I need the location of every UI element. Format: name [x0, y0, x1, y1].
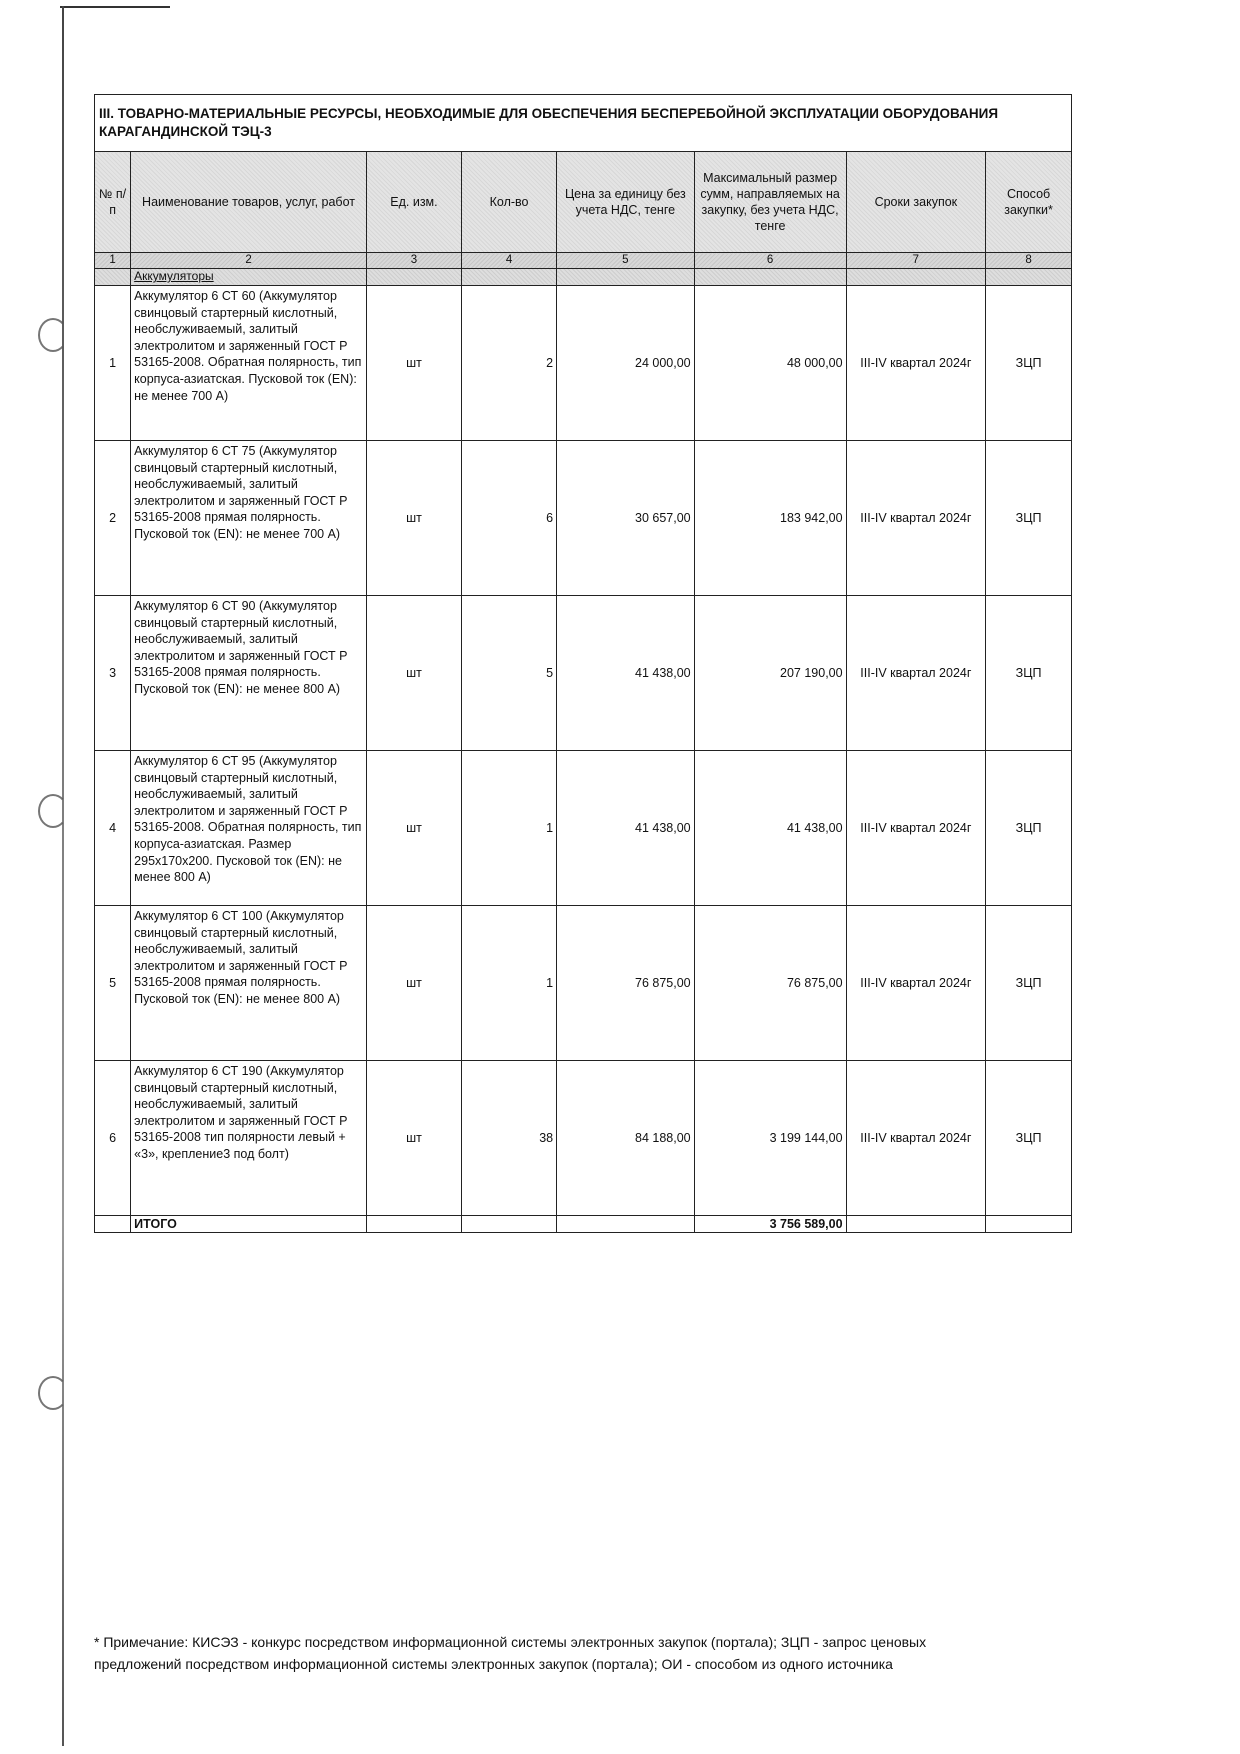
section-title-row [95, 95, 1072, 152]
row-num: 1 [95, 285, 131, 440]
column-number: 3 [366, 253, 461, 269]
scan-border-left [62, 6, 64, 1746]
row-total: 207 190,00 [694, 595, 846, 750]
row-unit: шт [366, 440, 461, 595]
table-row [95, 750, 1072, 905]
row-unit: шт [366, 1060, 461, 1215]
row-num: 4 [95, 750, 131, 905]
row-qty: 5 [462, 595, 557, 750]
row-num: 2 [95, 440, 131, 595]
row-price: 84 188,00 [557, 1060, 695, 1215]
row-name: Аккумулятор 6 СТ 90 (Аккумулятор свинцовый стартерный кислотный, необслуживаемый, залитый электролитом и заряженный ГОСТ Р 53165-2008 прямая полярность. Пусковой ток (EN): не менее 800 А) [131, 595, 367, 750]
row-qty: 38 [462, 1060, 557, 1215]
punch-hole-mark [38, 794, 68, 828]
header-num: № п/п [95, 152, 131, 253]
row-method: ЗЦП [986, 1060, 1072, 1215]
row-unit: шт [366, 750, 461, 905]
row-method: ЗЦП [986, 440, 1072, 595]
header-name: Наименование товаров, услуг, работ [131, 152, 367, 253]
row-qty: 1 [462, 750, 557, 905]
column-number: 1 [95, 253, 131, 269]
punch-hole-mark [38, 318, 68, 352]
row-num: 3 [95, 595, 131, 750]
footnote-line: * Примечание: КИСЭЗ - конкурс посредством информационной системы электронных закупок (портала); ЗЦП - запрос ценовых [94, 1634, 927, 1650]
row-name: Аккумулятор 6 СТ 75 (Аккумулятор свинцовый стартерный кислотный, необслуживаемый, залитый электролитом и заряженный ГОСТ Р 53165-2008 прямая полярность. Пусковой ток (EN): не менее 700 А) [131, 440, 367, 595]
row-period: III-IV квартал 2024г [846, 595, 986, 750]
row-total: 76 875,00 [694, 905, 846, 1060]
row-qty: 1 [462, 905, 557, 1060]
group-label: Аккумуляторы [131, 268, 367, 285]
table-header-row [95, 152, 1072, 253]
table-row [95, 905, 1072, 1060]
row-unit: шт [366, 285, 461, 440]
row-period: III-IV квартал 2024г [846, 1060, 986, 1215]
total-label: ИТОГО [131, 1215, 367, 1232]
total-value: 3 756 589,00 [694, 1215, 846, 1232]
row-name: Аккумулятор 6 СТ 60 (Аккумулятор свинцовый стартерный кислотный, необслуживаемый, залитый электролитом и заряженный ГОСТ Р 53165-2008. Обратная полярность, тип корпуса-азиатская. Пусковой ток (EN): не менее 700 А) [131, 285, 367, 440]
row-name: Аккумулятор 6 СТ 95 (Аккумулятор свинцовый стартерный кислотный, необслуживаемый, залитый электролитом и заряженный ГОСТ Р 53165-2008. Обратная полярность, тип корпуса-азиатская. Размер 295х170х200. Пусковой ток (EN): не менее 800 А) [131, 750, 367, 905]
row-period: III-IV квартал 2024г [846, 440, 986, 595]
row-num: 6 [95, 1060, 131, 1215]
row-total: 183 942,00 [694, 440, 846, 595]
header-method: Способ закупки* [986, 152, 1072, 253]
footnote-line: предложений посредством информационной системы электронных закупок (портала); ОИ - способом из одного источника [94, 1655, 893, 1672]
table-row [95, 595, 1072, 750]
row-unit: шт [366, 595, 461, 750]
row-total: 41 438,00 [694, 750, 846, 905]
column-number: 5 [557, 253, 695, 269]
row-price: 30 657,00 [557, 440, 695, 595]
procurement-table [94, 94, 1072, 1233]
row-total: 48 000,00 [694, 285, 846, 440]
row-method: ЗЦП [986, 750, 1072, 905]
row-num: 5 [95, 905, 131, 1060]
column-number: 8 [986, 253, 1072, 269]
total-row [95, 1215, 1072, 1232]
column-number: 6 [694, 253, 846, 269]
scan-border-top [60, 6, 170, 8]
header-unit: Ед. изм. [366, 152, 461, 253]
row-total: 3 199 144,00 [694, 1060, 846, 1215]
header-period: Сроки закупок [846, 152, 986, 253]
column-number: 2 [131, 253, 367, 269]
row-method: ЗЦП [986, 905, 1072, 1060]
row-unit: шт [366, 905, 461, 1060]
column-number: 7 [846, 253, 986, 269]
table-row [95, 440, 1072, 595]
row-method: ЗЦП [986, 595, 1072, 750]
row-price: 41 438,00 [557, 595, 695, 750]
punch-hole-mark [38, 1376, 68, 1410]
column-number: 4 [462, 253, 557, 269]
header-total: Максимальный размер сумм, направляемых на закупку, без учета НДС, тенге [694, 152, 846, 253]
footnote [94, 1632, 1104, 1675]
row-qty: 2 [462, 285, 557, 440]
header-qty: Кол-во [462, 152, 557, 253]
section-title: III. ТОВАРНО-МАТЕРИАЛЬНЫЕ РЕСУРСЫ, НЕОБХОДИМЫЕ ДЛЯ ОБЕСПЕЧЕНИЯ БЕСПЕРЕБОЙНОЙ ЭКСПЛУАТАЦИИ ОБОРУДОВАНИЯ КАРАГАНДИНСКОЙ ТЭЦ-3 [95, 95, 1072, 152]
group-row [95, 268, 1072, 285]
row-name: Аккумулятор 6 СТ 190 (Аккумулятор свинцовый стартерный кислотный, необслуживаемый, залитый электролитом и заряженный ГОСТ Р 53165-2008 тип полярности левый + «3», крепление3 под болт) [131, 1060, 367, 1215]
row-period: III-IV квартал 2024г [846, 750, 986, 905]
row-period: III-IV квартал 2024г [846, 905, 986, 1060]
column-number-row [95, 253, 1072, 269]
row-price: 41 438,00 [557, 750, 695, 905]
row-period: III-IV квартал 2024г [846, 285, 986, 440]
row-method: ЗЦП [986, 285, 1072, 440]
table-row [95, 285, 1072, 440]
row-price: 76 875,00 [557, 905, 695, 1060]
row-name: Аккумулятор 6 СТ 100 (Аккумулятор свинцовый стартерный кислотный, необслуживаемый, залитый электролитом и заряженный ГОСТ Р 53165-2008 прямая полярность. Пусковой ток (EN): не менее 800 А) [131, 905, 367, 1060]
row-qty: 6 [462, 440, 557, 595]
row-price: 24 000,00 [557, 285, 695, 440]
header-price: Цена за единицу без учета НДС, тенге [557, 152, 695, 253]
table-row [95, 1060, 1072, 1215]
